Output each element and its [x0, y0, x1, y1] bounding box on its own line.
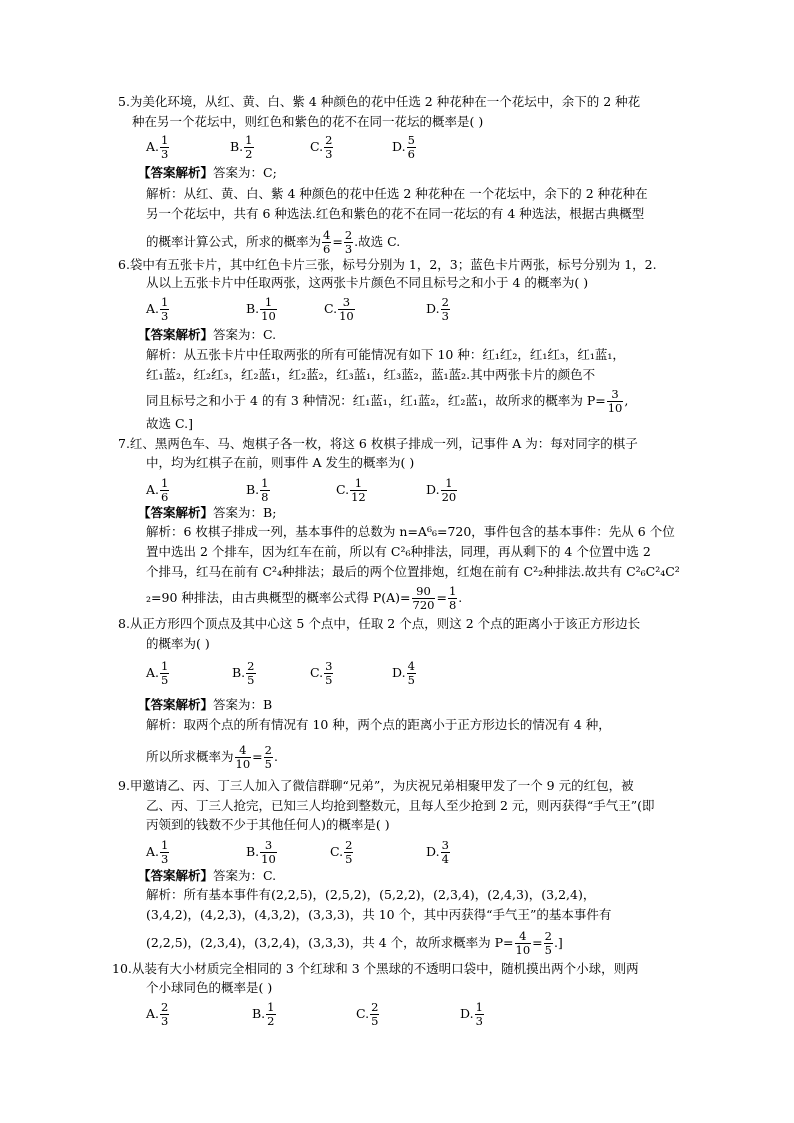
q8-option-b: B. $\frac{2}{5}$: [232, 659, 255, 687]
q7-option-d: D. $\frac{1}{20}$: [426, 476, 457, 504]
q5-explanation-line3: 的概率计算公式，所求的概率为 $\frac{4}{6}$ = $\frac{2}{3}$ .故选 C.: [146, 228, 401, 256]
q6-explanation-line4: 故选 C.]: [146, 416, 193, 431]
q9-explanation-line3: (2,2,5)，(2,3,4)，(3,2,4)，(3,3,3)，共 4 个，故所求概率为 P= $\frac{4}{10}$ = $\frac{2}{5}$ .]: [146, 929, 563, 957]
q9-option-a: A. $\frac{1}{3}$: [146, 838, 169, 866]
q5-option-a: A. $\frac{1}{3}$: [146, 133, 169, 161]
q7-stem-line1: 7.红、黑两色车、马、炮棋子各一枚，将这 6 枚棋子排成一列，记事件 A 为：每对同字的棋子: [118, 436, 638, 451]
q10-stem-line2: 个小球同色的概率是( ): [146, 980, 273, 995]
q7-option-b: B. $\frac{1}{8}$: [246, 476, 269, 504]
q5-explanation-line1: 解析：从红、黄、白、紫 4 种颜色的花中任选 2 种花种在 一个花坛中，余下的 2 种花种在: [146, 186, 648, 201]
q8-explanation-line1: 解析：取两个点的所有情况有 10 种，两个点的距离小于正方形边长的情况有 4 种，: [146, 717, 611, 732]
q7-explanation-line3: 个排马，红马在前有 C²₄种排法；最后的两个位置排炮，红炮在前有 C²₂种排法.故共有 C²₆C²₄C²: [146, 564, 680, 579]
q5-option-c: C. $\frac{2}{3}$: [310, 133, 333, 161]
q7-explanation-line4: ₂=90 种排法，由古典概型的概率公式得 P(A)= $\frac{90}{720}$ = $\frac{1}{8}$ .: [146, 584, 463, 612]
q8-option-c: C. $\frac{3}{5}$: [310, 659, 333, 687]
q6-explanation-line2: 红₁蓝₂，红₂红₃，红₂蓝₁，红₂蓝₂，红₃蓝₁，红₃蓝₂，蓝₁蓝₂.其中两张卡片的颜色不: [146, 367, 596, 382]
q5-stem-line2: 种在另一个花坛中，则红色和紫色的花不在同一花坛的概率是( ): [132, 114, 484, 129]
q9-stem-line3: 丙领到的钱数不少于其他任何人)的概率是( ): [146, 817, 390, 832]
q5-option-d: D. $\frac{5}{6}$: [392, 133, 415, 161]
q10-option-a: A. $\frac{2}{3}$: [146, 1000, 169, 1028]
q6-explanation-line3: 同且标号之和小于 4 的有 3 种情况：红₁蓝₁，红₁蓝₂，红₂蓝₁，故所求的概率为 P= $\frac{3}{10}$ ,: [146, 387, 629, 415]
q7-option-c: C. $\frac{1}{12}$: [336, 476, 366, 504]
q7-explanation-line2: 置中选出 2 个排车，因为红车在前，所以有 C²₆种排法，同理，再从剩下的 4 个位置中选 2: [146, 544, 651, 559]
q9-stem-line2: 乙、丙、丁三人抢完，已知三人均抢到整数元，且每人至少抢到 2 元，则丙获得“手气王”(即: [146, 798, 655, 813]
q9-answer: 【答案解析】答案为：C.: [138, 868, 277, 883]
q9-explanation-line2: (3,4,2)，(4,2,3)，(4,3,2)，(3,3,3)，共 10 个，其中丙获得“手气王”的基本事件有: [146, 907, 612, 922]
q8-answer: 【答案解析】答案为：B: [138, 697, 273, 712]
q8-stem-line2: 的概率为( ): [146, 636, 210, 651]
q10-stem-line1: 10.从装有大小材质完全相同的 3 个红球和 3 个黑球的不透明口袋中，随机摸出两个小球，则两: [112, 961, 639, 976]
q7-option-a: A. $\frac{1}{6}$: [146, 476, 169, 504]
q6-stem-line1: 6.袋中有五张卡片，其中红色卡片三张，标号分别为 1，2，3；蓝色卡片两张，标号分别为 1，2.: [118, 257, 657, 272]
q10-option-b: B. $\frac{1}{2}$: [252, 1000, 275, 1028]
q9-option-d: D. $\frac{3}{4}$: [426, 838, 449, 866]
q9-explanation-line1: 解析：所有基本事件有(2,2,5)，(2,5,2)，(5,2,2)，(2,3,4)，(2,4,3)，(3,2,4)，: [146, 887, 596, 902]
q8-option-a: A. $\frac{1}{5}$: [146, 659, 169, 687]
q7-stem-line2: 中，均为红棋子在前，则事件 A 发生的概率为( ): [146, 455, 415, 470]
q9-option-b: B. $\frac{3}{10}$: [246, 838, 276, 866]
q6-explanation-line1: 解析：从五张卡片中任取两张的所有可能情况有如下 10 种：红₁红₂，红₁红₃，红₁蓝₁，: [146, 347, 625, 362]
q5-answer: 【答案解析】答案为：C;: [138, 165, 277, 180]
q10-option-d: D. $\frac{1}{3}$: [460, 1000, 483, 1028]
q5-option-b: B. $\frac{1}{2}$: [230, 133, 253, 161]
q5-explanation-line2: 另一个花坛中，共有 6 种选法.红色和紫色的花不在同一花坛的有 4 种选法，根据古典概型: [146, 206, 645, 221]
q6-option-b: B. $\frac{1}{10}$: [246, 295, 276, 323]
q6-option-d: D. $\frac{2}{3}$: [426, 295, 449, 323]
q7-answer: 【答案解析】答案为：B;: [138, 505, 277, 520]
q8-explanation-line2: 所以所求概率为 $\frac{4}{10}$ = $\frac{2}{5}$ .: [146, 743, 278, 771]
q6-answer: 【答案解析】答案为：C.: [138, 327, 277, 342]
q10-option-c: C. $\frac{2}{5}$: [356, 1000, 379, 1028]
q8-stem-line1: 8.从正方形四个顶点及其中心这 5 个点中，任取 2 个点，则这 2 个点的距离小于该正方形边长: [118, 616, 641, 631]
q5-stem-line1: 5.为美化环境，从红、黄、白、紫 4 种颜色的花中任选 2 种花种在一个花坛中，余下的 2 种花: [118, 94, 641, 109]
q6-option-a: A. $\frac{1}{3}$: [146, 295, 169, 323]
q9-option-c: C. $\frac{2}{5}$: [330, 838, 353, 866]
q7-explanation-line1: 解析：6 枚棋子排成一列，基本事件的总数为 n=A⁶₆=720，事件包含的基本事件：先从 6 个位: [146, 524, 675, 539]
q8-option-d: D. $\frac{4}{5}$: [392, 659, 415, 687]
q6-option-c: C. $\frac{3}{10}$: [324, 295, 354, 323]
q9-stem-line1: 9.甲邀请乙、丙、丁三人加入了微信群聊“兄弟”，为庆祝兄弟相聚甲发了一个 9 元的红包，被: [118, 778, 634, 793]
q6-stem-line2: 从以上五张卡片中任取两张，这两张卡片颜色不同且标号之和小于 4 的概率为( ): [146, 275, 589, 290]
